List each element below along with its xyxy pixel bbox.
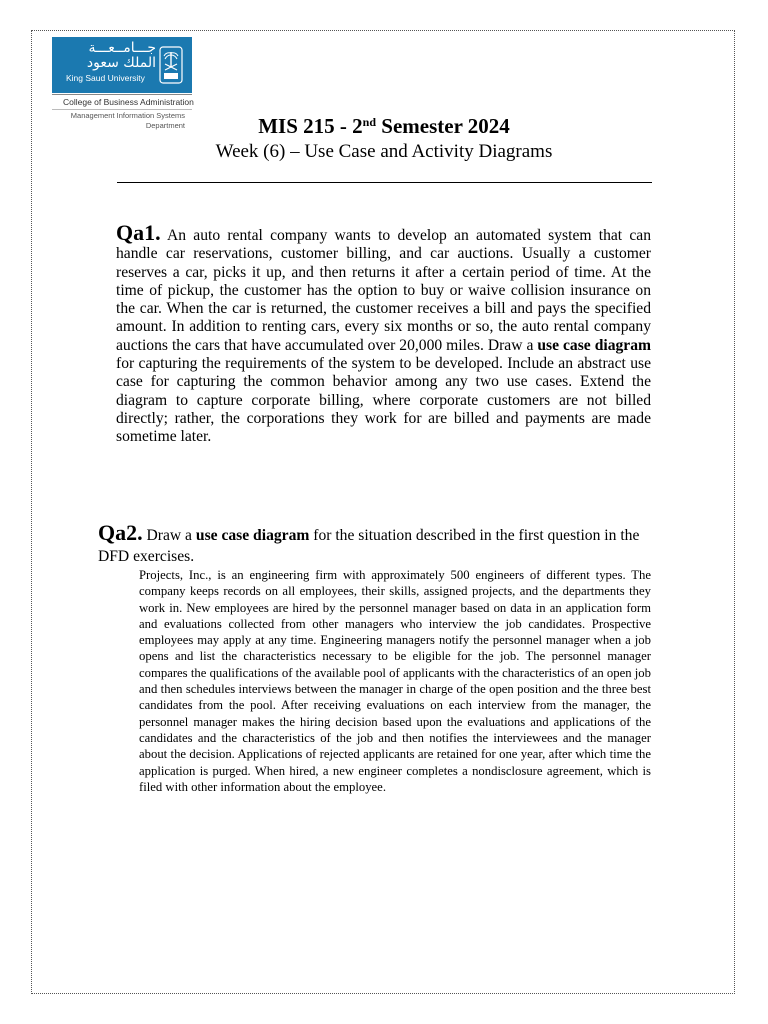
qa2-scenario: Projects, Inc., is an engineering firm with approximately 500 engineers of different types. The company keeps records on all employees, their skills, assigned projects, and the departments they work in. New employees are hired by the personnel manager based on data in an application form and evaluations collected from other managers who interview the job candidates. Prospective employees may apply at any time. Engineering managers notify the personnel manager when a job opens and list the characteristics necessary to be eligible for the job. The personnel manager compares the qualifications of the available pool of applicants with the characteristics of an open job and then schedules interviews between the manager in charge of the open position and the three best candidates from the pool. After receiving evaluations on each interview from the manager, the personnel manager makes the hiring decision based upon the evaluations and applications of the candidates and the characteristics of the job and then notifies the interviewees and the manager about the decision. Applications of rejected applicants are retained for one year, after which time the application is purged. When hired, a new engineer completes a nondisclosure agreement, which is filed with other information about the employee.: [139, 568, 651, 794]
title-course: MIS 215 - 2: [258, 114, 363, 138]
qa1-text-part2: for capturing the requirements of the system to be developed. Include an abstract use case for capturing the common behavior among any two use cases. Extend the diagram to capture corporate billing, where corporate customers are not billed directly; rather, the corporations they work for are billed and payments are made sometime later.: [116, 355, 651, 446]
department-name-line1: Management Information Systems: [70, 111, 185, 120]
university-logo: [52, 37, 192, 93]
question-qa2: [98, 522, 658, 567]
logo-arabic-text: [64, 41, 156, 71]
header-rule: [117, 182, 652, 183]
question-qa1: [116, 220, 651, 447]
page-border: [31, 30, 735, 994]
logo-arabic-line2: الملك سعود: [86, 55, 156, 71]
qa2-bold-term: use case diagram: [195, 527, 310, 544]
qa2-text-part2: for the situation described in the first question in the DFD exercises.: [98, 527, 640, 565]
college-divider: [52, 109, 192, 110]
title-semester: Semester 2024: [376, 114, 510, 138]
qa2-text-part1: Draw a: [142, 527, 196, 544]
department-name-line2: Department: [145, 121, 185, 130]
qa1-text-part1: An auto rental company wants to develop an automated system that can handle car reservations, customer billing, and car auctions. Usually a customer reserves a car, picks it up, and then returns it after a certain period of time. At the time of pickup, the customer has the option to buy or waive collision insurance on the car. When the car is returned, the customer receives a bill and pays the specified amount. In addition to renting cars, every six months or so, the auto rental company auctions the cars that have accumulated over 20,000 miles. Draw a: [116, 227, 651, 354]
logo-english-text: King Saud University: [66, 73, 145, 83]
qa1-label: Qa1.: [116, 220, 161, 245]
page-title: [0, 114, 768, 139]
qa1-bold-term: use case diagram: [537, 336, 651, 354]
logo-arabic-line1: جـــامــعـــة: [88, 40, 156, 56]
college-name: College of Business Administration: [63, 97, 194, 107]
palm-emblem-icon: [156, 43, 186, 87]
subtitle-text: Week (6) – Use Case and Activity Diagrams: [215, 141, 553, 162]
title-ordinal: nd: [362, 115, 377, 129]
logo-separator: [52, 94, 192, 95]
qa2-label: Qa2.: [98, 520, 143, 545]
page-subtitle: [0, 141, 768, 163]
